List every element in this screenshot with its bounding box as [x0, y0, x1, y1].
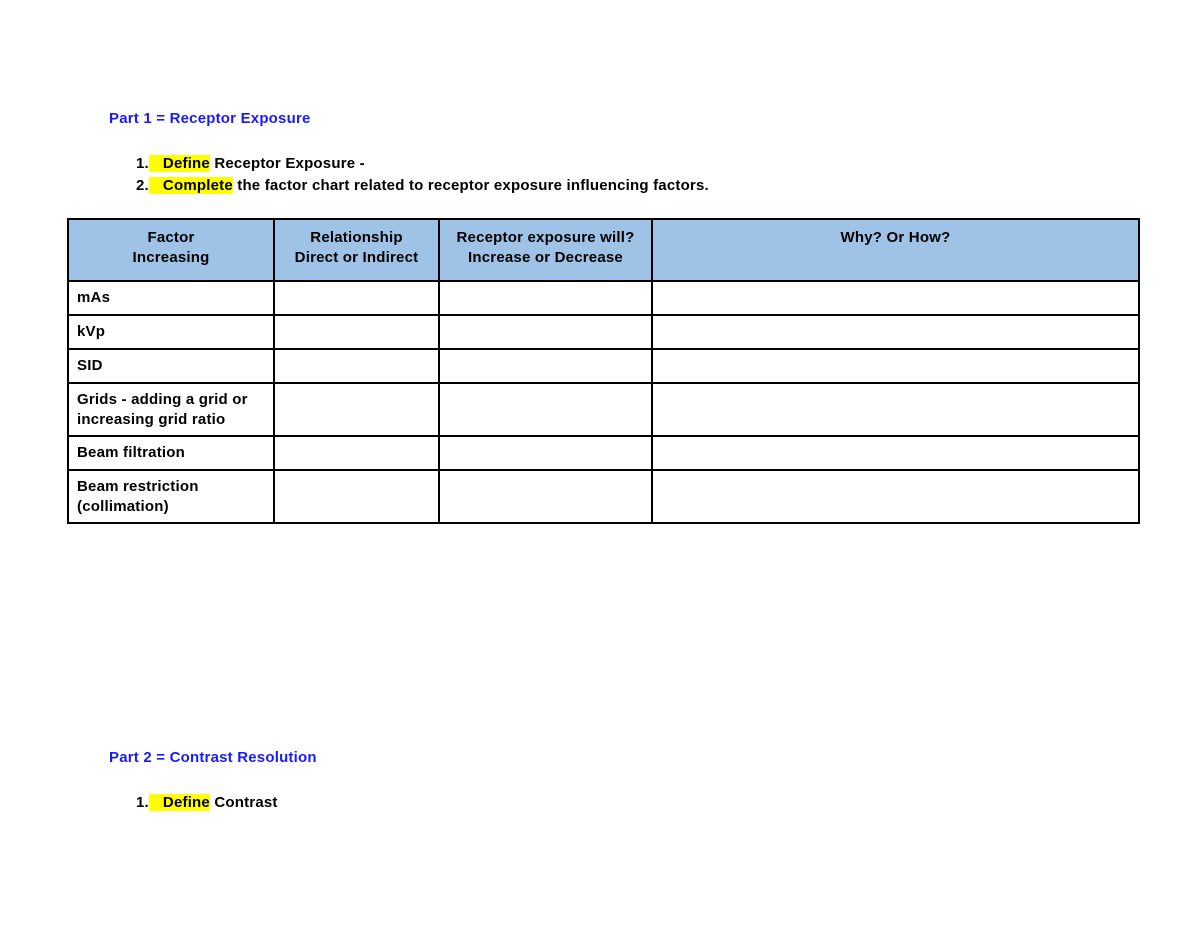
- part2-item-1: [136, 794, 278, 811]
- why-cell[interactable]: [652, 315, 1139, 349]
- exposure-cell[interactable]: [439, 315, 652, 349]
- header-receptor-exposure: [439, 219, 652, 281]
- factor-label: Beam restriction: [77, 477, 199, 495]
- header-why-or-how: [652, 219, 1139, 281]
- header-relationship: [274, 219, 439, 281]
- header-factor: [68, 219, 274, 281]
- factor-label: mAs: [77, 289, 111, 306]
- header-line: Factor: [147, 229, 195, 246]
- relationship-cell[interactable]: [274, 383, 439, 436]
- exposure-cell[interactable]: [439, 281, 652, 315]
- exposure-cell[interactable]: [439, 470, 652, 523]
- factor-label: Grids - adding a grid or: [77, 390, 248, 408]
- part2-heading: Part 2 = Contrast Resolution: [109, 749, 317, 766]
- factor-label: Beam filtration: [77, 444, 186, 461]
- item-text: Receptor Exposure -: [209, 155, 365, 172]
- header-line: Receptor exposure will?: [456, 229, 635, 246]
- item-text: the factor chart related to receptor exposure influencing factors.: [232, 177, 709, 194]
- factor-cell: [68, 349, 274, 383]
- relationship-cell[interactable]: [274, 315, 439, 349]
- table-row: [68, 383, 1139, 436]
- part1-item-2: [136, 177, 709, 194]
- table-row: [68, 470, 1139, 523]
- header-line: Why? Or How?: [840, 229, 951, 246]
- header-line: Relationship: [310, 229, 403, 246]
- relationship-cell[interactable]: [274, 470, 439, 523]
- header-line: Direct or Indirect: [294, 249, 419, 266]
- table-row: [68, 349, 1139, 383]
- table-header-row: [68, 219, 1139, 281]
- part1-item-1: [136, 155, 365, 172]
- item-number: 1.: [136, 155, 149, 172]
- item-text: Contrast: [209, 794, 278, 811]
- item-number: 2.: [136, 177, 149, 194]
- table-row: [68, 315, 1139, 349]
- relationship-cell[interactable]: [274, 281, 439, 315]
- highlighted-word: Complete: [149, 177, 233, 194]
- table-row: [68, 436, 1139, 470]
- header-line: Increasing: [132, 249, 210, 266]
- exposure-cell[interactable]: [439, 436, 652, 470]
- factor-cell: [68, 315, 274, 349]
- relationship-cell[interactable]: [274, 349, 439, 383]
- why-cell[interactable]: [652, 349, 1139, 383]
- factor-label: SID: [77, 357, 103, 374]
- item-number: 1.: [136, 794, 149, 811]
- exposure-cell[interactable]: [439, 349, 652, 383]
- why-cell[interactable]: [652, 383, 1139, 436]
- highlighted-word: Define: [149, 794, 210, 811]
- header-line: Increase or Decrease: [468, 249, 623, 266]
- part1-heading: Part 1 = Receptor Exposure: [109, 110, 311, 127]
- why-cell[interactable]: [652, 470, 1139, 523]
- why-cell[interactable]: [652, 436, 1139, 470]
- why-cell[interactable]: [652, 281, 1139, 315]
- relationship-cell[interactable]: [274, 436, 439, 470]
- factor-cell: [68, 436, 274, 470]
- factor-cell: [68, 383, 274, 436]
- factor-cell: [68, 470, 274, 523]
- factor-label: kVp: [77, 323, 106, 340]
- factor-cell: [68, 281, 274, 315]
- factor-label: increasing grid ratio: [77, 410, 226, 428]
- factor-chart-table: [67, 218, 1140, 524]
- highlighted-word: Define: [149, 155, 210, 172]
- exposure-cell[interactable]: [439, 383, 652, 436]
- table-row: [68, 281, 1139, 315]
- factor-label: (collimation): [77, 497, 169, 515]
